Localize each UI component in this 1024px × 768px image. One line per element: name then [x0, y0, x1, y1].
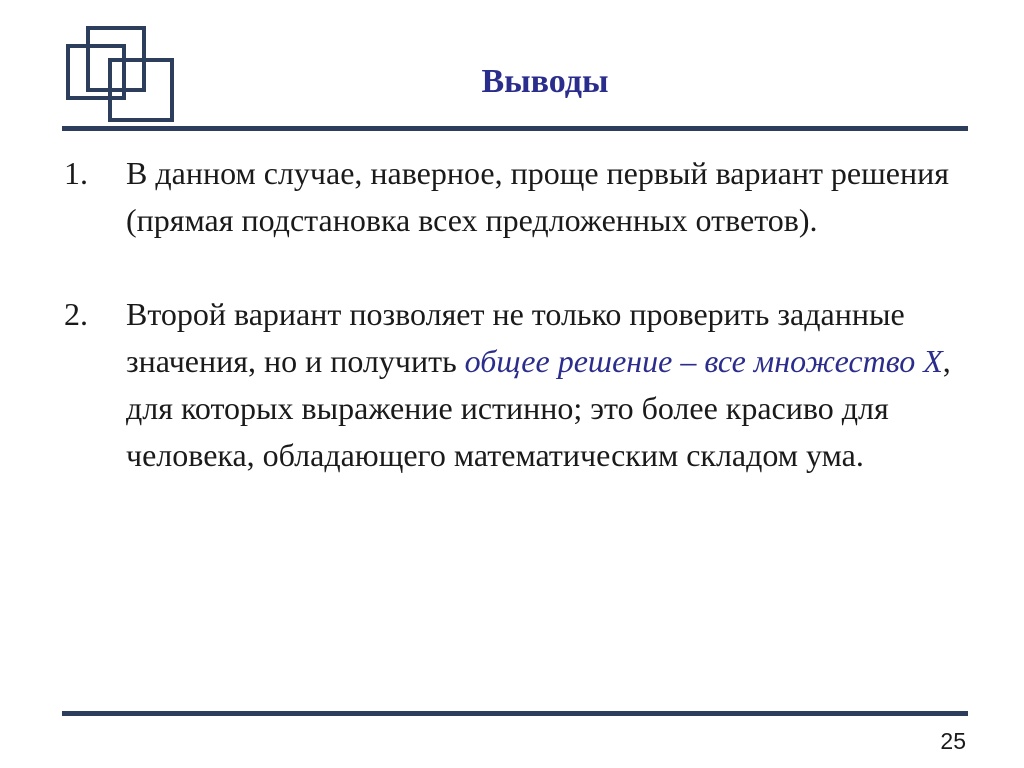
list-item-text-before: Второй вариант позволяет не только проверить заданные значения, но и получить	[126, 296, 905, 379]
list-item-text: В данном случае, наверное, проще первый вариант решения (прямая подстановка всех предложенных ответов).	[126, 155, 949, 238]
list-item	[64, 150, 994, 244]
bottom-divider	[62, 711, 968, 716]
conclusions-list	[64, 150, 994, 479]
highlighted-phrase: общее решение – все множество X	[464, 343, 943, 379]
list-item-text-after: , для которых выражение истинно; это более красиво для человека, обладающего математическим складом ума.	[126, 343, 951, 473]
page-number: 25	[940, 728, 966, 754]
list-item-number: 1.	[64, 155, 88, 191]
slide-title: Выводы	[481, 63, 609, 100]
list-item-number: 2.	[64, 296, 88, 332]
list-item	[64, 291, 994, 479]
top-divider	[62, 126, 968, 131]
